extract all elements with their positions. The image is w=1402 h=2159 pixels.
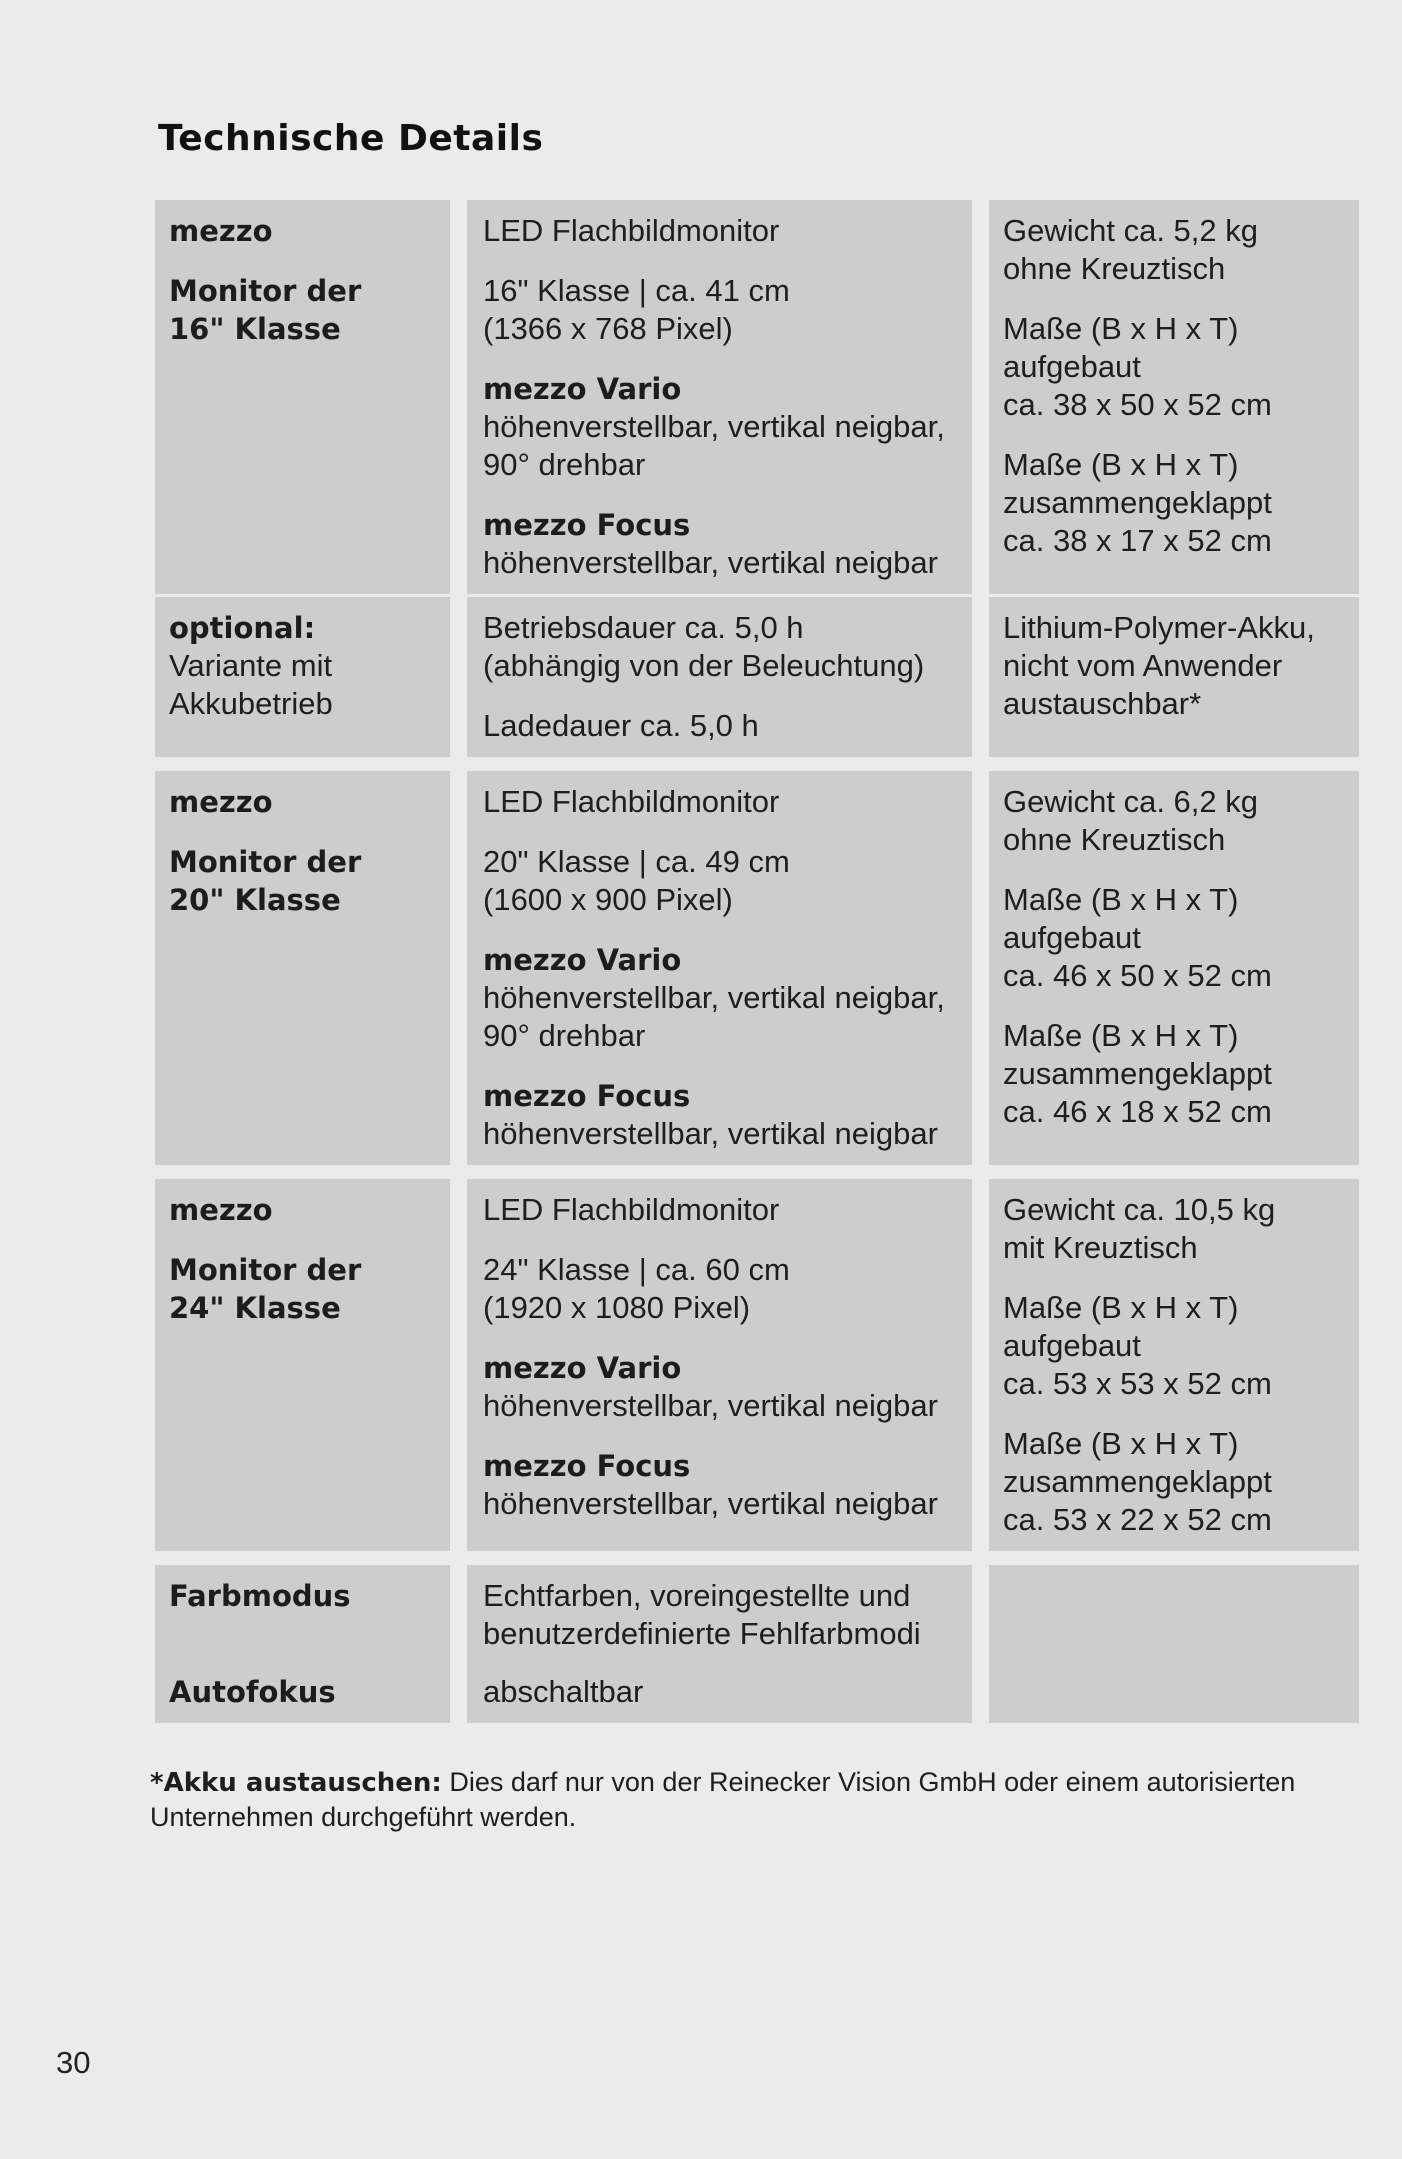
charging-time: Ladedauer ca. 5,0 h (483, 708, 759, 743)
page-number: 30 (56, 2045, 91, 2080)
variant-description: höhenverstellbar, vertikal neigbar (483, 1486, 938, 1521)
dimensions-assembled: Maße (B x H x T) aufgebaut ca. 46 x 50 x 52 cm (1003, 882, 1272, 993)
autofocus-label: Autofokus (169, 1675, 336, 1709)
operating-time: Betriebsdauer ca. 5,0 h (abhängig von der Beleuchtung) (483, 610, 925, 683)
product-name: mezzo (169, 1193, 273, 1227)
product-name: mezzo (169, 785, 273, 819)
specs-cell (467, 200, 972, 594)
color-mode-label: Farbmodus (169, 1579, 351, 1613)
variant-description: höhenverstellbar, vertikal neigbar, 90° drehbar (483, 980, 945, 1053)
variant-name: mezzo Focus (483, 1449, 691, 1483)
footnote-text: Dies darf nur von der Reinecker Vision GmbH oder einem autorisierten Unternehmen durchgeführt werden. (150, 1767, 1296, 1832)
display-type: LED Flachbildmonitor (483, 213, 780, 248)
row-label-cell (155, 1179, 450, 1551)
spec-row-20-inch (155, 771, 1360, 1165)
dimensions-cell (989, 1179, 1359, 1551)
dimensions-assembled: Maße (B x H x T) aufgebaut ca. 38 x 50 x 52 cm (1003, 311, 1272, 422)
monitor-class-label: Monitor der 16" Klasse (169, 274, 362, 346)
variant-name: mezzo Focus (483, 508, 691, 542)
variant-name: mezzo Vario (483, 372, 682, 406)
dimensions-cell (989, 771, 1359, 1165)
specs-cell (467, 1565, 972, 1723)
dimensions-folded: Maße (B x H x T) zusammengeklappt ca. 46 x 18 x 52 cm (1003, 1018, 1272, 1129)
spec-row-features (155, 1565, 1360, 1723)
page-title: Technische Details (158, 118, 544, 159)
battery-cell (989, 597, 1359, 757)
weight: Gewicht ca. 6,2 kg ohne Kreuztisch (1003, 784, 1259, 857)
battery-type: Lithium-Polymer-Akku, nicht vom Anwender austauschbar* (1003, 610, 1315, 721)
product-name: mezzo (169, 214, 273, 248)
dimensions-assembled: Maße (B x H x T) aufgebaut ca. 53 x 53 x 52 cm (1003, 1290, 1272, 1401)
autofocus-value: abschaltbar (483, 1674, 644, 1709)
variant-name: mezzo Focus (483, 1079, 691, 1113)
spec-row-16-inch (155, 200, 1360, 594)
footnote (150, 1765, 1300, 1834)
variant-description: höhenverstellbar, vertikal neigbar, 90° drehbar (483, 409, 945, 482)
row-label-cell (155, 200, 450, 594)
monitor-class-label: Monitor der 24" Klasse (169, 1253, 362, 1325)
weight: Gewicht ca. 5,2 kg ohne Kreuztisch (1003, 213, 1259, 286)
display-type: LED Flachbildmonitor (483, 784, 780, 819)
monitor-class-label: Monitor der 20" Klasse (169, 845, 362, 917)
variant-description: höhenverstellbar, vertikal neigbar (483, 1388, 938, 1423)
weight: Gewicht ca. 10,5 kg mit Kreuztisch (1003, 1192, 1276, 1265)
spec-table (155, 200, 1360, 1737)
variant-name: mezzo Vario (483, 943, 682, 977)
row-label-cell (155, 771, 450, 1165)
variant-description: höhenverstellbar, vertikal neigbar (483, 545, 938, 580)
screen-size: 16" Klasse | ca. 41 cm (1366 x 768 Pixel) (483, 273, 790, 346)
specs-cell (467, 771, 972, 1165)
dimensions-folded: Maße (B x H x T) zusammengeklappt ca. 53 x 22 x 52 cm (1003, 1426, 1272, 1537)
spec-row-battery-option (155, 597, 1360, 757)
variant-description: höhenverstellbar, vertikal neigbar (483, 1116, 938, 1151)
color-mode-value: Echtfarben, voreingestellte und benutzerdefinierte Fehlfarbmodi (483, 1578, 921, 1651)
screen-size: 24" Klasse | ca. 60 cm (1920 x 1080 Pixel) (483, 1252, 790, 1325)
variant-name: mezzo Vario (483, 1351, 682, 1385)
dimensions-cell (989, 200, 1359, 594)
row-label-cell (155, 597, 450, 757)
optional-label: optional: (169, 611, 316, 645)
dimensions-folded: Maße (B x H x T) zusammengeklappt ca. 38 x 17 x 52 cm (1003, 447, 1272, 558)
option-description: Variante mit Akkubetrieb (169, 648, 333, 721)
footnote-label: *Akku austauschen: (150, 1768, 442, 1798)
empty-cell (989, 1565, 1359, 1723)
row-label-cell (155, 1565, 450, 1723)
specs-cell (467, 597, 972, 757)
specs-cell (467, 1179, 972, 1551)
display-type: LED Flachbildmonitor (483, 1192, 780, 1227)
spec-row-24-inch (155, 1179, 1360, 1551)
screen-size: 20" Klasse | ca. 49 cm (1600 x 900 Pixel) (483, 844, 790, 917)
